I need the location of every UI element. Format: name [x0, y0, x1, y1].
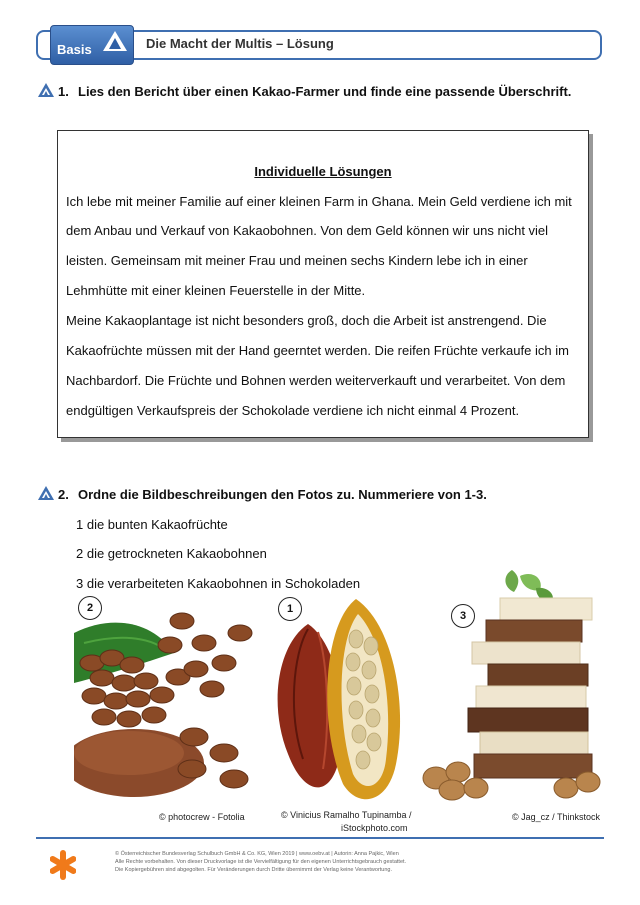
- photo-credit: iStockphoto.com: [341, 823, 408, 833]
- footer-rights: Alle Rechte vorbehalten. Von dieser Druckvorlage ist die Vervielfältigung für den eigenen Unterrichtsgebrauch gestattet.: [115, 859, 407, 865]
- solution-box: [57, 130, 589, 438]
- footer-disclaimer: Die Kopiergebühren sind abgegolten. Für Veränderungen durch Dritte übernimmt der Verlag keine Verantwortung.: [115, 867, 393, 873]
- cocoa-fruit-photo: [268, 594, 414, 806]
- description-item: 3 die verarbeiteten Kakaobohnen in Schokoladen: [76, 576, 361, 591]
- photo-badge: 2: [78, 596, 102, 620]
- logo-text: Basis: [57, 42, 92, 57]
- report-line: Nachbardorf. Die Früchte und Bohnen werden weiterverkauft und verarbeitet. Von dem: [66, 373, 566, 388]
- basis-logo: [50, 25, 134, 65]
- triangle-icon-inner: [109, 38, 121, 49]
- footer-rule: [36, 837, 604, 839]
- description-item: 2 die getrockneten Kakaobohnen: [76, 546, 267, 561]
- photo-credit: © Vinicius Ramalho Tupinamba /: [281, 810, 412, 820]
- photo-credit: © Jag_cz / Thinkstock: [512, 812, 601, 822]
- task1-title: Lies den Bericht über einen Kakao-Farmer und finde eine passende Überschrift.: [78, 84, 572, 99]
- report-line: Ich lebe mit meiner Familie auf einer kleinen Farm in Ghana. Mein Geld verdiene ich mit: [66, 194, 572, 209]
- photo-credit: © photocrew - Fotolia: [159, 812, 245, 822]
- report-line: leisten. Gemeinsam mit meiner Frau und meinen sechs Kindern lebe ich in einer: [66, 253, 528, 268]
- level-triangle-icon: [38, 83, 54, 97]
- chocolate-stack-photo: [416, 566, 612, 802]
- photo-badge: 3: [451, 604, 475, 628]
- report-line: Kakaofrüchte müssen mit der Hand geerntet werden. Die reifen Früchte verkaufe ich im: [66, 343, 569, 358]
- publisher-logo-icon: [50, 850, 76, 880]
- report-line: Meine Kakaoplantage ist nicht besonders groß, doch die Arbeit ist anstrengend. Die: [66, 313, 547, 328]
- box-heading: Individuelle Lösungen: [254, 164, 392, 179]
- report-line: endgültigen Verkaufspreis der Schokolade verdiene ich nicht einmal 4 Prozent.: [66, 403, 520, 418]
- description-item: 1 die bunten Kakaofrüchte: [76, 517, 228, 532]
- photo-badge: 1: [278, 597, 302, 621]
- footer-copyright: © Österreichischer Bundesverlag Schulbuch GmbH & Co. KG, Wien 2019 | www.oebv.at | Autorin: Anna Pajkic, Wien: [115, 851, 399, 857]
- task1-number: 1.: [58, 84, 69, 99]
- page-title: Die Macht der Multis – Lösung: [146, 36, 334, 51]
- report-line: dem Anbau und Verkauf von Kakaobohnen. Von dem Geld können wir uns nicht viel: [66, 223, 549, 238]
- level-triangle-icon: [38, 486, 54, 500]
- task2-number: 2.: [58, 487, 69, 502]
- report-line: Lehmhütte mit einer kleinen Feuerstelle in der Mitte.: [66, 283, 366, 298]
- task2-title: Ordne die Bildbeschreibungen den Fotos zu. Nummeriere von 1-3.: [78, 487, 487, 502]
- cocoa-beans-photo: [74, 603, 266, 797]
